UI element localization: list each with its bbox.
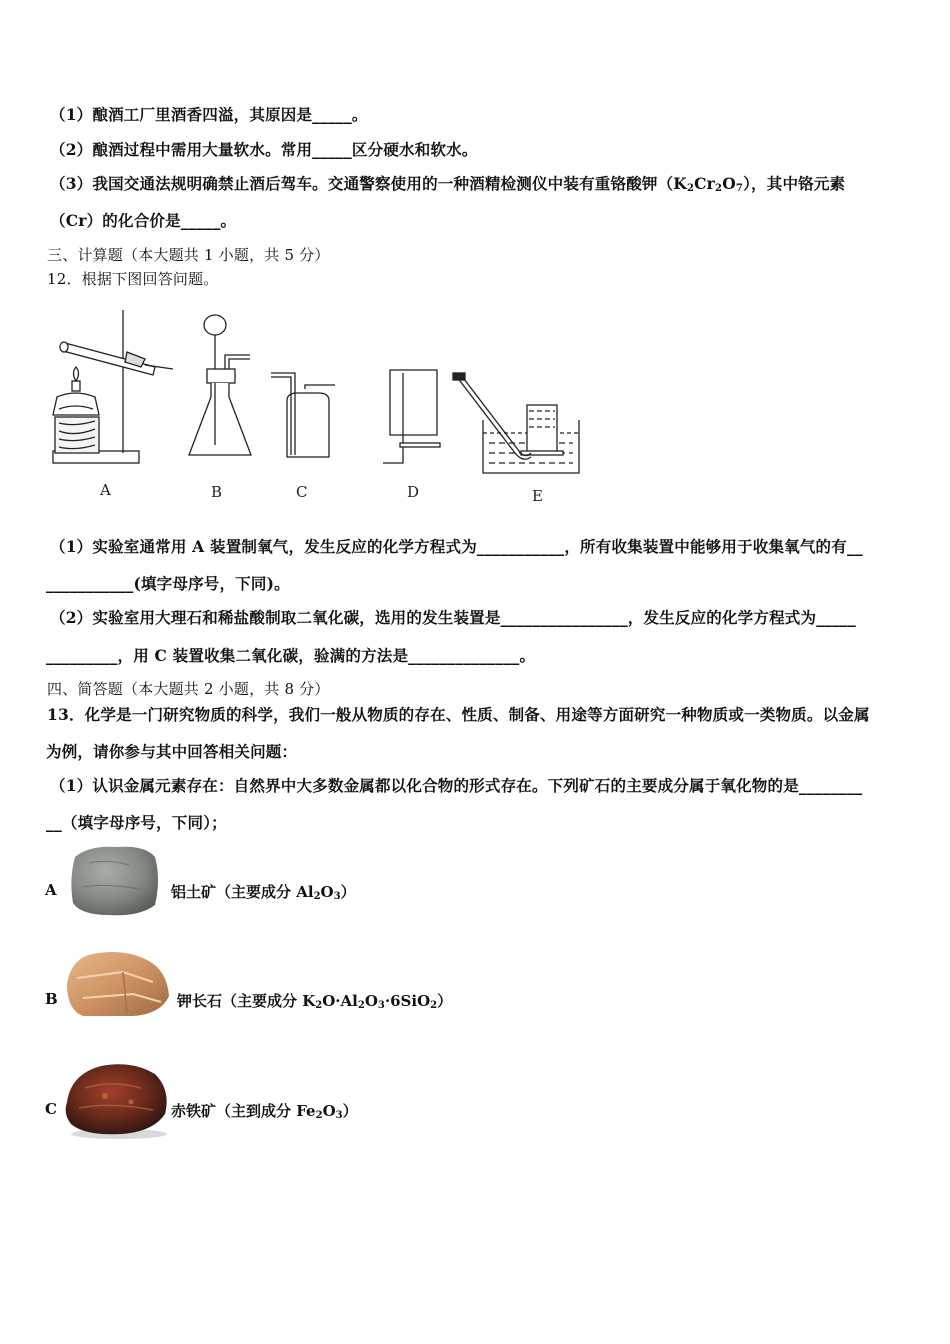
formula-part: O (364, 992, 378, 1010)
option-letter: C (45, 1100, 57, 1118)
option-letter: A (45, 881, 57, 899)
formula-subscript: 7 (735, 183, 744, 194)
apparatus-d-drawing (383, 370, 440, 463)
ore-option-a (45, 843, 445, 933)
formula-part: O (320, 883, 334, 901)
formula-subscript: 3 (333, 891, 341, 902)
ore-name: 赤铁矿（主到成分 Fe (171, 1102, 316, 1120)
formula-subscript: 2 (315, 1000, 323, 1011)
apparatus-label: B (211, 483, 223, 501)
formula-subscript: 2 (313, 891, 321, 902)
formula-part: O (322, 1102, 336, 1120)
q12-title: 12．根据下图回答问题。 (47, 270, 219, 288)
formula-part: ） (342, 1102, 358, 1120)
apparatus-c-drawing (271, 373, 335, 457)
q13-intro: 13．化学是一门研究物质的科学，我们一般从物质的存在、性质、制备、用途等方面研究一种物质或一类物质。以金属 (47, 705, 870, 724)
formula-subscript: 2 (715, 183, 723, 194)
formula-subscript: 2 (357, 1000, 365, 1011)
apparatus-a-drawing (53, 310, 173, 463)
section-4-title: 四、简答题（本大题共 2 小题，共 8 分） (47, 680, 330, 698)
formula-part: ·6SiO (384, 992, 431, 1010)
q13-part1: （1）认识金属元素存在：自然界中大多数金属都以化合物的形式存在。下列矿石的主要成分属于氧化物的是________ (50, 776, 863, 795)
q11-part3-text: （3）我国交通法规明确禁止酒后驾车。交通警察使用的一种酒精检测仪中装有重铬酸钾（K (50, 174, 687, 193)
q12-part2: （2）实验室用大理石和稀盐酸制取二氧化碳，选用的发生装置是________________，发生反应的化学方程式为_____ (50, 608, 856, 627)
formula-subscript: 2 (686, 183, 695, 194)
ore-a-label (171, 881, 356, 902)
formula-part: ） (437, 992, 453, 1010)
formula-subscript: 3 (377, 1000, 385, 1011)
formula-subscript: 3 (335, 1110, 343, 1121)
q11-part2: （2）酿酒过程中需用大量软水。常用_____区分硬水和软水。 (50, 140, 478, 159)
section-3-title: 三、计算题（本大题共 1 小题，共 5 分） (47, 246, 330, 264)
formula-subscript: 2 (315, 1110, 323, 1121)
q12-part1-cont: ___________(填字母序号，下同)。 (46, 574, 290, 593)
ore-option-c (45, 1058, 445, 1148)
apparatus-b-drawing (189, 315, 251, 455)
ore-b-label (177, 990, 452, 1011)
formula-part: ） (340, 883, 356, 901)
q11-part3-tail: ），其中铬元素 (743, 174, 846, 193)
option-letter: B (45, 990, 58, 1008)
q12-part2-cont: _________，用 C 装置收集二氧化碳，验满的方法是______________。 (46, 646, 536, 665)
hematite-ore-image (61, 1058, 173, 1140)
ore-name: 铝土矿（主要成分 Al (171, 883, 314, 901)
bauxite-ore-image (69, 843, 161, 919)
q11-part3-cont: （Cr）的化合价是_____。 (50, 211, 237, 230)
ore-name: 钾长石（主要成分 K (177, 992, 316, 1010)
q11-part1: （1）酿酒工厂里酒香四溢，其原因是_____。 (50, 105, 368, 124)
lab-apparatus-figure (45, 305, 605, 505)
q13-part1-cont: __（填字母序号，下同）； (46, 813, 227, 832)
formula-part: O·Al (322, 992, 358, 1010)
q12-part1: （1）实验室通常用 A 装置制氧气，发生反应的化学方程式为___________，所有收集装置中能够用于收集氧气的有__ (50, 537, 863, 556)
apparatus-label: A (100, 481, 111, 499)
ore-option-b (45, 948, 465, 1038)
ore-c-label (171, 1100, 358, 1121)
q13-intro-cont: 为例，请你参与其中回答相关问题： (46, 742, 298, 761)
formula-part: O (722, 174, 736, 193)
apparatus-label: D (407, 483, 420, 501)
formula-subscript: 2 (430, 1000, 438, 1011)
apparatus-e-drawing (453, 373, 579, 473)
potash-feldspar-image (63, 948, 173, 1018)
apparatus-label: E (532, 487, 543, 505)
apparatus-label: C (296, 483, 308, 501)
formula-part: Cr (694, 174, 716, 193)
q11-part3 (50, 172, 845, 194)
